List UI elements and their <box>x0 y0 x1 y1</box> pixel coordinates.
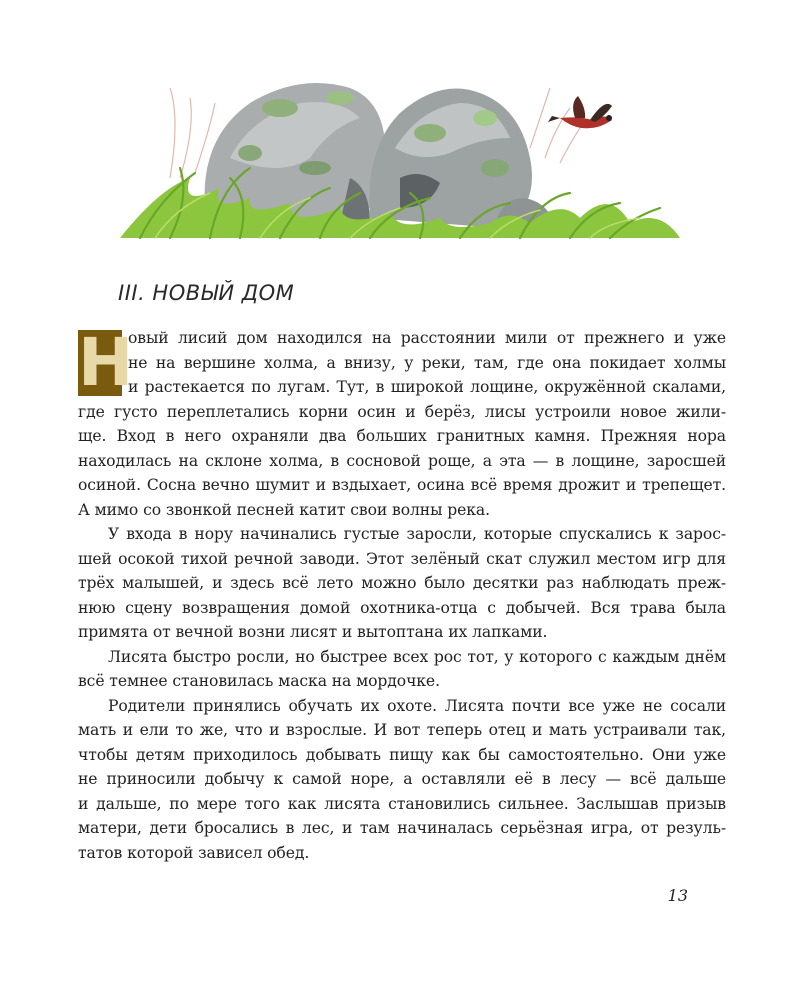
bird-icon <box>548 96 612 128</box>
text-line: А мимо со звонкой песней катит свои волны река. <box>78 500 490 519</box>
text-line: ще. Вход в него охраняли два больших гранитных камня. Прежняя нора <box>78 427 726 445</box>
text-line: находилась на склоне холма, в сосновой роще, а эта — в лощине, заросшей <box>78 451 726 470</box>
text-line: Лисята быстро росли, но быстрее всех рос тот, у которого с каждым днём <box>108 647 726 666</box>
paragraph-3 <box>78 645 726 694</box>
text-line: нюю сцену возвращения домой охотника-отца с добычей. Вся трава была <box>78 598 726 617</box>
text-line: матери, дети бросались в лес, и там начиналась серьёзная игра, от резуль- <box>78 819 726 837</box>
text-line: шей осокой тихой речной заводи. Этот зелёный скат служил местом игр для <box>78 549 726 568</box>
text-line: татов которой зависел обед. <box>78 843 310 862</box>
text-line: не на вершине холма, а внизу, у реки, там, где она покидает холмы <box>128 353 726 372</box>
text-line: не приносили добычу к самой норе, а оставляли её в лесу — всё дальше <box>78 770 726 788</box>
rocks-grass-bird-illustration <box>100 58 700 258</box>
text-line: чтобы детям приходилось добывать пищу как бы самостоятельно. Они уже <box>78 745 726 764</box>
text-line: где густо переплетались корни осин и берёз, лисы устроили новое жили- <box>78 402 726 421</box>
paragraph-2 <box>78 522 726 645</box>
text-line: примята от вечной возни лисят и вытоптана их лапками. <box>78 623 548 641</box>
page-number: 13 <box>667 886 688 905</box>
text-line: трёх малышей, и здесь всё лето можно было десятки раз наблюдать преж- <box>78 574 726 592</box>
text-line: Родители принялись обучать их охоте. Лисята почти все уже не сосали <box>108 696 726 715</box>
text-line: осиной. Сосна вечно шумит и вздыхает, осина всё время дрожит и трепещет. <box>78 476 726 494</box>
text-line: овый лисий дом находился на расстоянии мили от прежнего и уже <box>128 329 726 347</box>
drop-cap: Н <box>78 324 134 401</box>
chapter-title: III. НОВЫЙ ДОМ <box>118 281 295 305</box>
paragraph-4 <box>78 694 726 866</box>
text-line: мать и ели то же, что и взрослые. И вот теперь отец и мать устраивали так, <box>78 721 726 739</box>
body-text <box>78 326 726 865</box>
paragraph-1 <box>78 326 726 522</box>
text-line: и растекается по лугам. Тут, в широкой лощине, окружённой скалами, <box>128 378 726 396</box>
text-line: У входа в нору начинались густые заросли, которые спускались к зарос- <box>108 525 726 543</box>
text-line: всё темнее становилась маска на мордочке. <box>78 672 440 690</box>
text-line: и дальше, по мере того как лисята становились сильнее. Заслышав призыв <box>78 794 726 813</box>
